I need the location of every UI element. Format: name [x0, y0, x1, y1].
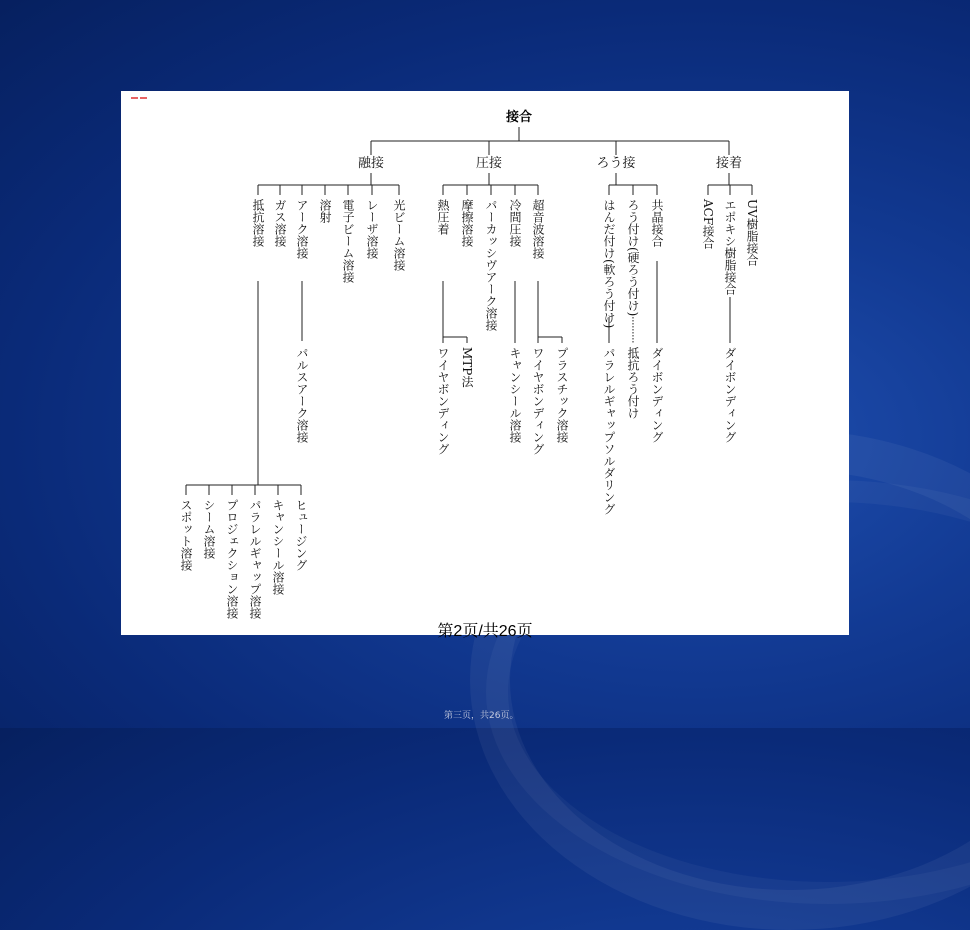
fusion-arc-pulse: パルスアーク溶接 [295, 347, 309, 443]
resistance-parallel-gap: パラレルギャップ溶接 [248, 499, 262, 619]
brazing-solder: はんだ付け(軟ろう付け) [602, 199, 616, 329]
fusion-laser: レーザ溶接 [365, 199, 379, 259]
resistance-seam: シーム溶接 [202, 499, 216, 559]
pressure-cold: 冷間圧接 [508, 199, 522, 247]
page-counter: 第2页/共26页 [437, 623, 533, 640]
solder-parallel-gap: パラレルギャップソルダリング [602, 347, 616, 515]
fusion-spray: 溶射 [318, 199, 332, 223]
thermo-mtp: MTP法 [460, 347, 474, 388]
ultrasonic-plastic: プラスチック溶接 [555, 347, 569, 443]
root-label: 接合 [505, 110, 533, 125]
resistance-fusing: ヒュージング [294, 499, 308, 571]
fusion-gas: ガス溶接 [273, 199, 287, 247]
fusion-ebeam: 電子ビーム溶接 [341, 199, 355, 283]
epoxy-die-bonding: ダイボンディング [723, 347, 737, 443]
resistance-can-seal: キャンシール溶接 [271, 499, 285, 595]
cold-can-seal: キャンシール溶接 [508, 347, 522, 443]
fusion-resistance: 抵抗溶接 [251, 199, 265, 247]
fusion-light: 光ビーム溶接 [392, 199, 406, 271]
branch-pressure: 圧接 [475, 156, 503, 171]
brazing-braze: ろう付け(硬ろう付け) [626, 199, 640, 317]
pressure-percussion: パーカッシヴアーク溶接 [484, 199, 498, 331]
braze-resistance: 抵抗ろう付け [626, 347, 640, 419]
ultrasonic-wire-bonding: ワイヤボンディング [531, 347, 545, 455]
footer-page-info: 第三页，共26页。 [444, 711, 519, 721]
resistance-projection: プロジェクション溶接 [225, 499, 239, 619]
eutectic-die-bonding: ダイボンディング [650, 347, 664, 443]
adhesion-epoxy: エポキシ樹脂接合 [723, 199, 737, 295]
adhesion-uv: UV樹脂接合 [745, 199, 759, 266]
adhesion-acf: ACF接合 [701, 199, 715, 250]
pressure-ultrasonic: 超音波溶接 [531, 199, 545, 259]
branch-fusion: 融接 [357, 156, 385, 171]
joining-methods-tree [121, 91, 849, 635]
thermo-wire-bonding: ワイヤボンディング [436, 347, 450, 455]
level2-drops [258, 185, 752, 195]
brazing-eutectic: 共晶接合 [650, 199, 664, 247]
fusion-arc: アーク溶接 [295, 199, 309, 259]
branch-adhesion: 接着 [715, 156, 743, 171]
pressure-thermo: 熱圧着 [436, 199, 450, 235]
pressure-friction: 摩擦溶接 [460, 199, 474, 247]
slide-content [121, 91, 849, 640]
branch-brazing: ろう接 [596, 156, 636, 171]
resistance-spot: スポット溶接 [179, 499, 193, 571]
